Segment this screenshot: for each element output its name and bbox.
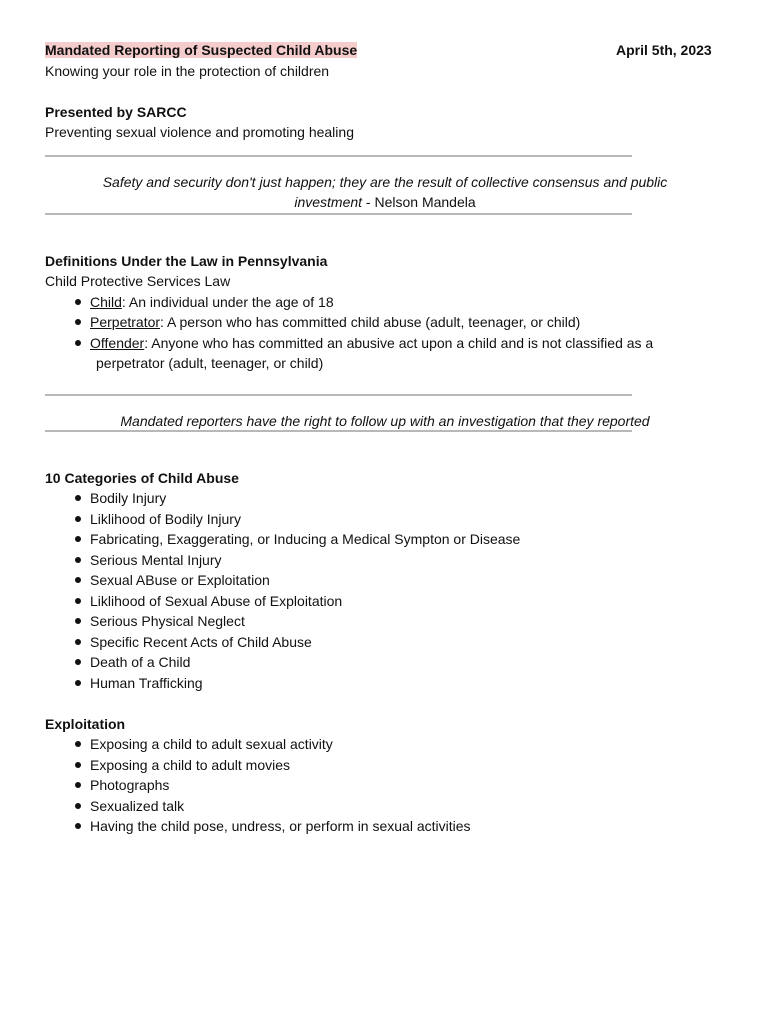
exploitation-list [45, 734, 725, 837]
list-item: Human Trafficking [45, 673, 725, 694]
document-date: April 5th, 2023 [616, 42, 712, 58]
definitions-list [45, 292, 725, 374]
presenter-heading: Presented by SARCC [45, 103, 187, 120]
definition-term: Offender [90, 334, 145, 351]
document-page [45, 40, 725, 837]
list-item: Liklihood of Sexual Abuse of Exploitation [45, 591, 725, 612]
quote-attribution: - Nelson Mandela [362, 194, 476, 210]
categories-heading: 10 Categories of Child Abuse [45, 469, 239, 486]
quote-block [45, 172, 725, 213]
definition-term: Perpetrator [90, 314, 161, 330]
spacer [45, 432, 725, 468]
header-row [45, 40, 725, 61]
list-item: Sexualized talk [45, 796, 725, 817]
definition-text: : An individual under the age of 18 [121, 293, 334, 310]
list-item [45, 312, 725, 333]
document-title: Mandated Reporting of Suspected Child Abuse [45, 42, 358, 58]
list-item: Sexual ABuse or Exploitation [45, 570, 725, 591]
quote-line [45, 192, 725, 213]
spacer [45, 81, 725, 102]
list-item: Having the child pose, undress, or perform in sexual activities [45, 816, 725, 837]
list-item: Specific Recent Acts of Child Abuse [45, 632, 725, 653]
definition-text: perpetrator (adult, teenager, or child) [96, 355, 324, 371]
definitions-heading: Definitions Under the Law in Pennsylvania [45, 252, 328, 269]
document-subtitle: Knowing your role in the protection of children [45, 62, 330, 79]
list-item: Liklihood of Bodily Injury [45, 509, 725, 530]
list-item: Fabricating, Exaggerating, or Inducing a Medical Sympton or Disease [45, 529, 725, 550]
definition-text: : A person who has committed child abuse (adult, teenager, or child) [160, 314, 581, 330]
spacer [45, 157, 725, 172]
spacer [45, 374, 725, 394]
presenter-tagline: Preventing sexual violence and promoting healing [45, 124, 354, 140]
list-item: Death of a Child [45, 652, 725, 673]
quote-text: investment [294, 194, 363, 210]
reporter-note: Mandated reporters have the right to follow up with an investigation that they reported [120, 412, 650, 429]
exploitation-heading: Exploitation [45, 715, 126, 732]
spacer [45, 215, 725, 251]
definition-text: : Anyone who has committed an abusive act upon a child and is not classified as a [144, 334, 654, 351]
definitions-subheading: Child Protective Services Law [45, 273, 231, 289]
list-item: Exposing a child to adult sexual activity [45, 734, 725, 755]
categories-list [45, 488, 725, 693]
list-item [45, 333, 725, 374]
list-item: Photographs [45, 775, 725, 796]
list-item [45, 292, 725, 313]
list-item: Bodily Injury [45, 488, 725, 509]
spacer [45, 143, 725, 155]
list-item: Serious Mental Injury [45, 550, 725, 571]
list-item: Exposing a child to adult movies [45, 755, 725, 776]
spacer [45, 693, 725, 714]
quote-line: Safety and security don't just happen; they are the result of collective consensus and public [102, 173, 668, 190]
definition-term: Child [90, 293, 122, 310]
spacer [45, 396, 725, 412]
list-item: Serious Physical Neglect [45, 611, 725, 632]
